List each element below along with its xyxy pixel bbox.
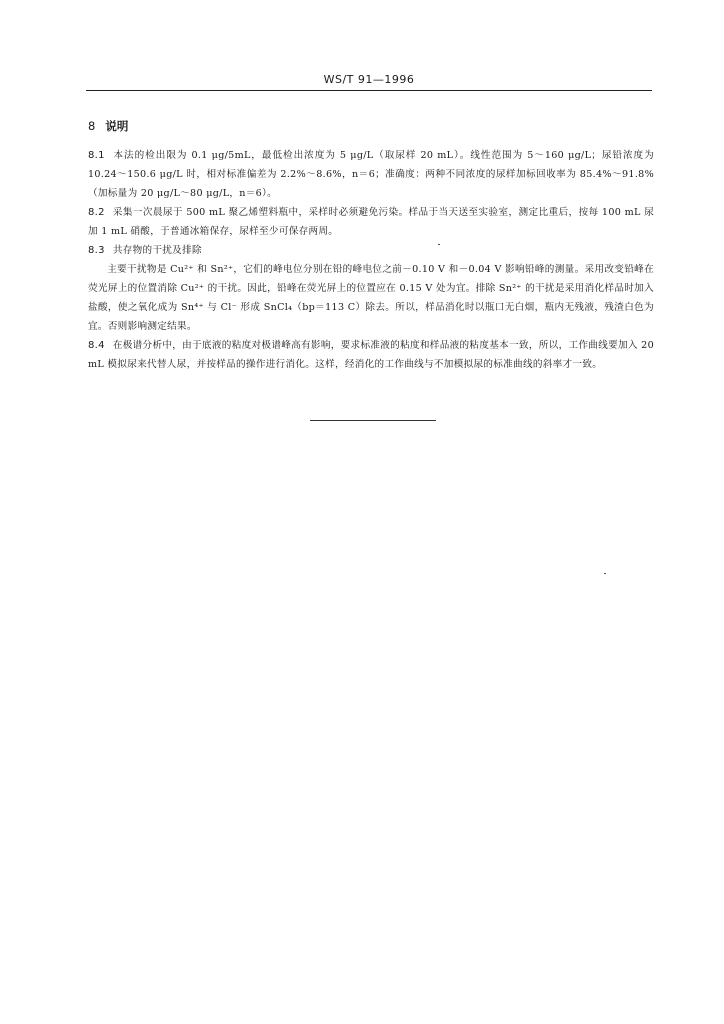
clause-number: 8.3 (88, 245, 105, 256)
clause-text: 主要干扰物是 Cu²⁺ 和 Sn²⁺，它们的峰电位分别在铅的峰电位之前－0.10 V 和－0.04 V 影响铅峰的测量。采用改变铅峰在荧光屏上的位置消除 Cu²⁺ 的干扰。因此，铅峰在荧光屏上的位置应在 0.15 V 处为宜。排除 Sn²⁺ 的干扰是采用消化样品时加入盐酸，使之氧化成为 Sn⁴⁺ 与 Cl⁻ 形成 SnCl₄（bp＝113 C）除去。所以，样品消化时以瓶口无白烟，瓶内无残液，残渣白色为宜。否则影响测定结果。 (88, 264, 654, 332)
section-number: 8 (88, 119, 96, 133)
clause-text: 采集一次晨尿于 500 mL 聚乙烯塑料瓶中，采样时必须避免污染。样品于当天送至实验室，测定比重后，按每 100 mL 尿加 1 mL 硝酸，于普通冰箱保存，尿样至少可保存两周。 (88, 207, 654, 237)
clause-text: 在极谱分析中，由于底液的粘度对极谱峰高有影响，要求标准液的粘度和样品液的粘度基本一致，所以，工作曲线要加入 20 mL 模拟尿来代替人尿，并按样品的操作进行消化。这样，经消化的工作曲线与不加模拟尿的标准曲线的斜率才一致。 (88, 340, 654, 370)
standard-code: WS/T 91—1996 (323, 73, 415, 86)
clause-text: 本法的检出限为 0.1 μg/5mL，最低检出浓度为 5 μg/L（取尿样 20 mL）。线性范围为 5～160 μg/L；尿铅浓度为 10.24～150.6 μg/L 时，相对标准偏差为 2.2%～8.6%，n＝6；准确度：两种不同浓度的尿样加标回收率为 85.4%～91.8%（加标量为 20 μg/L～80 μg/L，n＝6）。 (88, 150, 654, 199)
paragraph-8-1 (88, 146, 654, 203)
section-title: 说明 (105, 119, 129, 133)
clause-number: 8.2 (88, 207, 105, 218)
document-body (88, 118, 654, 374)
paragraph-8-3-body (88, 260, 654, 336)
paragraph-8-2 (88, 203, 654, 241)
clause-number: 8.4 (88, 340, 105, 351)
page-header (86, 68, 652, 91)
section-heading (88, 118, 654, 134)
end-rule (310, 420, 436, 421)
clause-text: 共存物的干扰及排除 (112, 245, 202, 256)
scan-speck (604, 573, 606, 574)
paragraph-8-4 (88, 336, 654, 374)
scan-speck (438, 244, 440, 245)
paragraph-8-3 (88, 241, 654, 260)
clause-number: 8.1 (88, 150, 105, 161)
